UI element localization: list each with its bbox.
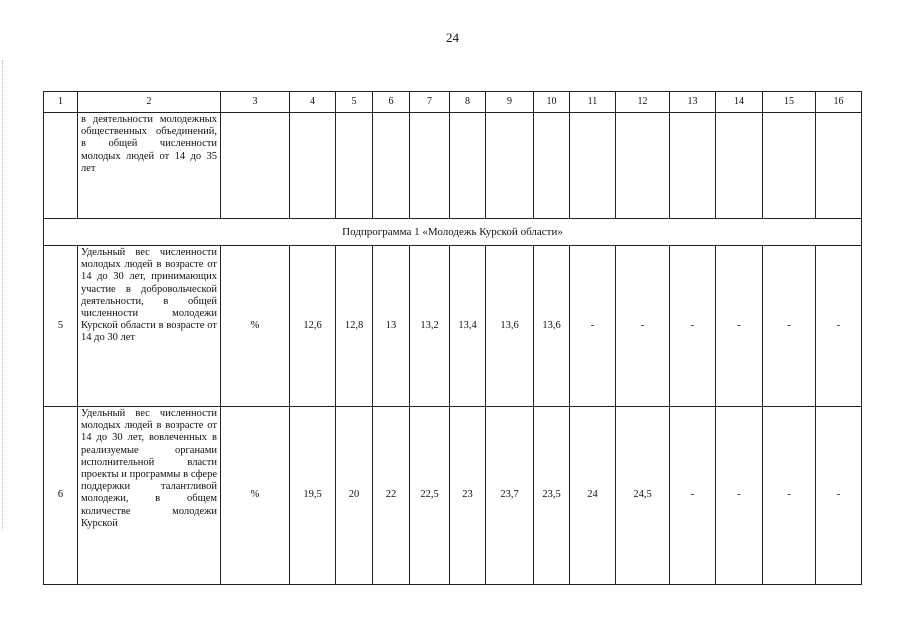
- value-cell: -: [716, 407, 763, 585]
- indicators-table: [43, 91, 862, 585]
- subprogram-row: [44, 219, 862, 246]
- value-cell: -: [816, 246, 862, 407]
- value-cell: 22,5: [410, 407, 450, 585]
- page-number: 24: [446, 30, 459, 45]
- value-cell: 23,5: [534, 407, 570, 585]
- column-header: 3: [221, 92, 290, 113]
- column-header: 1: [44, 92, 78, 113]
- value-cell: 20: [336, 407, 373, 585]
- value-cell: 13: [373, 246, 410, 407]
- column-header: 6: [373, 92, 410, 113]
- row-number: 5: [44, 246, 78, 407]
- indicator-description: Удельный вес численности молодых людей в возрасте от 14 до 30 лет, принимающих участие в добровольческой деятельности, в общей численности молодежи Курской области в возрасте от 14 до 30 лет: [78, 246, 221, 407]
- value-cell: 24: [570, 407, 616, 585]
- table-cell: [716, 113, 763, 219]
- scan-edge-marks: [2, 60, 5, 530]
- column-header: 4: [290, 92, 336, 113]
- table-cell: [534, 113, 570, 219]
- table-cell: [486, 113, 534, 219]
- table-cell: [373, 113, 410, 219]
- value-cell: -: [716, 246, 763, 407]
- value-cell: 13,6: [486, 246, 534, 407]
- value-cell: -: [763, 407, 816, 585]
- column-header: 10: [534, 92, 570, 113]
- column-header: 14: [716, 92, 763, 113]
- column-header: 13: [670, 92, 716, 113]
- value-cell: 13,4: [450, 246, 486, 407]
- value-cell: 19,5: [290, 407, 336, 585]
- table-cell: [570, 113, 616, 219]
- table-row: [44, 407, 862, 585]
- table-cell: [410, 113, 450, 219]
- column-header: 15: [763, 92, 816, 113]
- table-cell: [44, 113, 78, 219]
- table-row-continuation: [44, 113, 862, 219]
- value-cell: -: [670, 407, 716, 585]
- value-cell: -: [670, 246, 716, 407]
- table-cell: [336, 113, 373, 219]
- unit-cell: %: [221, 246, 290, 407]
- column-header: 11: [570, 92, 616, 113]
- value-cell: -: [816, 407, 862, 585]
- table-cell: [816, 113, 862, 219]
- column-header: 12: [616, 92, 670, 113]
- value-cell: 12,8: [336, 246, 373, 407]
- value-cell: 24,5: [616, 407, 670, 585]
- column-header: 9: [486, 92, 534, 113]
- row-number: 6: [44, 407, 78, 585]
- subprogram-title: Подпрограмма 1 «Молодежь Курской области»: [44, 219, 862, 246]
- value-cell: 12,6: [290, 246, 336, 407]
- table-header-row: [44, 92, 862, 113]
- table-cell: [616, 113, 670, 219]
- value-cell: 23: [450, 407, 486, 585]
- value-cell: 13,6: [534, 246, 570, 407]
- column-header: 7: [410, 92, 450, 113]
- unit-cell: %: [221, 407, 290, 585]
- table-cell: [670, 113, 716, 219]
- value-cell: -: [570, 246, 616, 407]
- value-cell: 23,7: [486, 407, 534, 585]
- value-cell: -: [763, 246, 816, 407]
- value-cell: 13,2: [410, 246, 450, 407]
- table-cell: [290, 113, 336, 219]
- indicator-description: Удельный вес численности молодых людей в возрасте от 14 до 30 лет, вовлеченных в реализуемые органами исполнительной власти проекты и программы в сфере поддержки талантливой молодежи, в общем количестве молодежи Курской: [78, 407, 221, 585]
- column-header: 2: [78, 92, 221, 113]
- table-cell: [221, 113, 290, 219]
- value-cell: 22: [373, 407, 410, 585]
- table-row: [44, 246, 862, 407]
- table-cell: [450, 113, 486, 219]
- column-header: 8: [450, 92, 486, 113]
- column-header: 16: [816, 92, 862, 113]
- value-cell: -: [616, 246, 670, 407]
- column-header: 5: [336, 92, 373, 113]
- indicator-description: в деятельности молодежных общественных объединений, в общей численности молодых людей от 14 до 35 лет: [78, 113, 221, 219]
- table-cell: [763, 113, 816, 219]
